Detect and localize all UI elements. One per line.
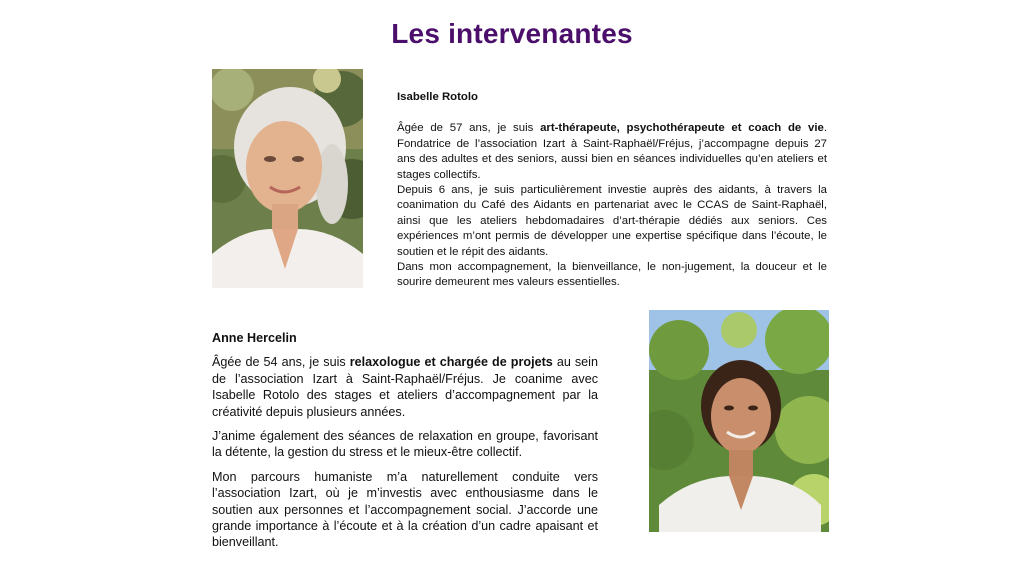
bio-text: Âgée de 57 ans, je suis — [397, 122, 541, 135]
bio-isabelle-paragraph-2: Depuis 6 ans, je suis particulièrement investie auprès des aidants, à travers la coanimation du Café des Aidants en partenariat avec le CCAS de Saint-Raphaël, ainsi que les ateliers hebdomadaires d’art-thérapie dédiés aux seniors. Ces expériences m’ont permis de développer une expertise spécifique dans l’écoute, le soutien et le répit des aidants. — [397, 184, 827, 258]
bio-anne-paragraph-2: J’anime également des séances de relaxation en groupe, favorisant la détente, la gestion du stress et le mieux-être collectif. — [212, 429, 598, 460]
page-title: Les intervenantes — [391, 18, 633, 49]
name-anne-hercelin: Anne Hercelin — [212, 331, 297, 345]
bio-isabelle-paragraph-1 — [397, 121, 827, 183]
bio-anne-paragraph-3: Mon parcours humaniste m’a naturellement conduite vers l’association Izart, où je m’investis avec enthousiasme dans le soutien aux personnes et l’accompagnement social. J’accorde une grande importance à l’écoute et à la création d’un cadre apaisant et bienveillant. — [212, 469, 598, 550]
bio-anne-paragraph-1 — [212, 354, 598, 420]
portrait-anne-hercelin — [649, 310, 829, 532]
bio-text: Âgée de 54 ans, je suis — [212, 355, 350, 370]
bio-isabelle-rotolo — [397, 90, 827, 291]
bio-text: . Fondatrice de l’association Izart à Saint-Raphaël/Fréjus, j’accompagne depuis 27 ans des adultes et des seniors, aussi bien en séances individuelles qu’en ateliers et stages collectifs. — [397, 122, 827, 181]
bio-text: au sein de l’association Izart à Saint-Raphaël/Fréjus. Je coanime avec Isabelle Rotolo des stages et ateliers d’accompagnement par la créativité depuis plusieurs années. — [212, 355, 598, 419]
bio-roles-bold: relaxologue et chargée de projets — [349, 355, 553, 370]
bio-roles-bold: art-thérapeute, psychothérapeute et coach de vie — [540, 122, 824, 135]
name-isabelle-rotolo: Isabelle Rotolo — [397, 91, 479, 103]
bio-isabelle-paragraph-3: Dans mon accompagnement, la bienveillance, le non-jugement, la douceur et le sourire demeurent mes valeurs essentielles. — [397, 261, 827, 289]
portrait-isabelle-rotolo — [212, 69, 363, 288]
bio-anne-hercelin — [212, 330, 598, 559]
